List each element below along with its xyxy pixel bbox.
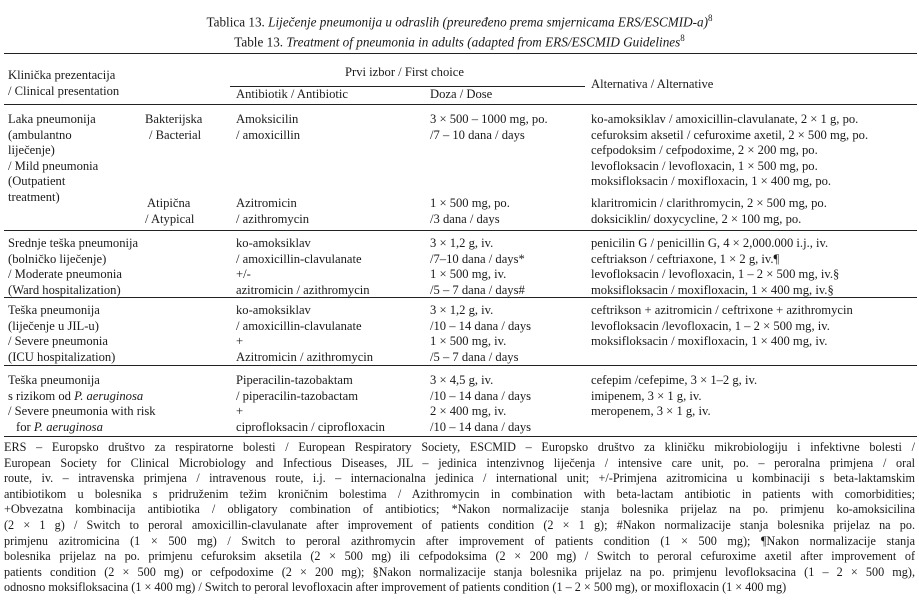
caption-croatian [0,10,919,30]
caption-english [0,30,919,50]
row-moderate-alternative [591,236,839,298]
cell-line: ko-amoksiklav [236,303,311,317]
cell-line: ceftriakson / ceftriaxone, 1 × 2 g, iv.¶ [591,251,780,266]
cell-fragment: s rizikom od [8,388,75,403]
footnote-line: primjenu azitromicina (1 × 500 mg) / Switch to peroral azithromycin after improvement of patients condition (1 × 500 mg); ¶Nakon normalizacije stanja [4,533,915,548]
cell-line: / Bacterial [149,127,202,142]
cell-line: doksiciklin/ doxycycline, 2 × 100 mg, po. [591,211,802,226]
table-footnotes [4,440,915,596]
cell-line: moksifloksacin / moxifloxacin, 1 × 400 mg, iv. [591,334,828,349]
row-pseudomonas-dose [430,373,531,435]
cell-line: + [236,404,244,419]
footnote-line: bolesnika prijelaz na po. primjenu cefuroksim aksetila (2 × 500 mg) ili cefpodoksima (2 × 200 mg) / Switch to peroral cefuroxime axetil after improvement of [4,549,915,564]
cell-line: moksifloksacin / moxifloxacin, 1 × 400 mg, po. [591,174,832,189]
row-pseudomonas-presentation [8,373,156,435]
cell-line: / amoxicillin [236,127,301,142]
cell-line: ciprofloksacin / ciprofloxacin [236,419,385,434]
cell-line: cefpodoksim / cefpodoxime, 2 × 200 mg, po. [591,143,818,158]
footnote-line: ERS – Europsko društvo za respiratorne bolesti / European Respiratory Society, ESCMID – Europsko društvo za kliničku mikrobiologiju i infektivne bolesti / [4,440,915,454]
cell-line: cefepim /cefepime, 3 × 1–2 g, iv. [591,373,758,387]
row-rule-1 [4,230,917,231]
footnote-line: odnosno moksifloksacina (1 × 400 mg) / Switch to peroral levofloxacin after improvement of patients condition (1 – 2 × 500 mg), or moxifloxacin (1 × 400 mg) [4,580,787,595]
row-mild-presentation [8,112,98,206]
table-top-rule [4,53,917,54]
cell-line: levofloksacin / levofloxacin, 1 × 500 mg, po. [591,158,818,173]
caption-croatian-italic: Liječenje pneumonija u odraslih (preuređeno prema smjernicama ERS/ESCMID-a) [268,14,709,30]
caption-croatian-prefix: Tablica 13. [206,14,269,30]
cell-line: /7 – 10 dana / days [430,127,525,142]
footnote-line: +Obvezatna kombinacija antibiotika / obligatory combination of antibiotics; *Nakon normalizacije stanja bolesnika prijelaz na po. primjenu ko-amoksicilina [4,502,915,517]
header-first-choice: Prvi izbor / First choice [345,65,464,79]
header-dose: Doza / Dose [430,87,493,101]
caption-english-prefix: Table 13. [234,34,287,50]
cell-line: /10 – 14 dana / days [430,419,532,434]
cell-line: Azitromicin / azithromycin [236,349,374,364]
cell-line: penicilin G / penicillin G, 4 × 2,000.000 i.j., iv. [591,236,829,250]
row-mild-atypical-alternative [591,196,827,227]
header-alternative: Alternativa / Alternative [591,77,714,91]
row-pseudomonas-antibiotic [236,373,385,435]
footnote-line: European Society for Clinical Microbiology and Infectious Diseases, JIL – jedinica intenzivnog liječenja / intensive care unit, po. – peroralna primjena / oral [4,455,915,470]
cell-line: / piperacilin-tazobactam [236,388,359,403]
cell-line: liječenje) [8,143,55,158]
cell-line: imipenem, 3 × 1 g, iv. [591,388,702,403]
header-presentation-line: Klinička prezentacija [8,68,116,82]
cell-line: (ICU hospitalization) [8,349,116,364]
cell-line: 3 × 1,2 g, iv. [430,236,494,250]
row-mild-bacterial-type [145,112,202,143]
cell-line: ko-amoksiklav [236,236,311,250]
cell-line: /7–10 dana / days* [430,251,525,266]
row-moderate-dose [430,236,525,298]
row-mild-atypical-type [145,196,194,227]
cell-line: /5 – 7 dana / days# [430,282,525,297]
cell-line: levofloksacin /levofloxacin, 1 – 2 × 500 mg, iv. [591,318,830,333]
row-mild-bacterial-alternative [591,112,868,190]
cell-line: (bolničko liječenje) [8,251,107,266]
cell-line: /10 – 14 dana / days [430,388,532,403]
row-moderate-antibiotic [236,236,370,298]
cell-fragment: for [16,419,34,434]
cell-line: / Severe pneumonia [8,334,109,349]
cell-line: / Moderate pneumonia [8,267,123,282]
cell-line: Bakterijska [145,112,203,126]
row-mild-atypical-antibiotic [236,196,309,227]
header-presentation [8,68,119,99]
cell-line: 3 × 500 – 1000 mg, po. [430,112,548,126]
cell-line: 2 × 400 mg, iv. [430,404,507,419]
row-pseudomonas-alternative [591,373,757,420]
cell-line: / Mild pneumonia [8,158,99,173]
cell-fragment-italic: P. aeruginosa [74,388,144,403]
cell-line: /5 – 7 dana / days [430,349,519,364]
cell-line: ko-amoksiklav / amoxicillin-clavulanate, 2 × 1 g, po. [591,112,859,126]
cell-line: (Outpatient [8,174,66,189]
cell-line [8,420,156,436]
cell-line: /3 dana / days [430,211,500,226]
cell-line: 3 × 4,5 g, iv. [430,373,494,387]
cell-line: ceftrikson + azitromicin / ceftrixone + azithromycin [591,303,853,317]
cell-fragment-italic: P. aeruginosa [33,419,103,434]
cell-line: (liječenje u JIL-u) [8,318,99,333]
cell-line: moksifloksacin / moxifloxacin, 1 × 400 mg, iv.§ [591,282,834,297]
cell-line: Teška pneumonija [8,373,100,387]
cell-line: azitromicin / azithromycin [236,282,370,297]
caption-croatian-ref: 8 [708,13,713,23]
footnote-line: patients condition (2 × 500 mg) or cefpodoxime (2 × 200 mg); §Nakon normalizacije stanja bolesnika prijelaz na po. primjenu levofloksacina (1 – 2 × 500 mg), [4,564,915,579]
cell-line: treatment) [8,189,60,204]
cell-line [8,389,156,405]
row-severe-antibiotic [236,303,373,365]
cell-line: + [236,334,244,349]
caption-english-italic: Treatment of pneumonia in adults (adapted from ERS/ESCMID Guidelines [286,34,681,50]
header-presentation-line: / Clinical presentation [8,83,120,98]
row-severe-dose [430,303,531,365]
row-mild-bacterial-dose [430,112,548,143]
row-moderate-presentation [8,236,138,298]
header-bottom-rule [4,104,917,105]
cell-line: klaritromicin / clarithromycin, 2 × 500 mg, po. [591,196,827,210]
cell-line: +/- [236,267,251,282]
cell-line: 1 × 500 mg, po. [430,196,510,210]
row-mild-atypical-dose [430,196,510,227]
row-mild-bacterial-antibiotic [236,112,300,143]
table-bottom-rule [4,436,917,437]
caption-english-ref: 8 [680,33,685,44]
cell-line: / amoxicillin-clavulanate [236,251,362,266]
cell-line: / Atypical [145,211,195,226]
cell-line: (Ward hospitalization) [8,282,121,297]
footnote-line: (2 × 1 g) / Switch to peroral amoxicillin-clavulanate after improvement of patients condition (2 × 1 g); #Nakon normalizacije stanja bolesnika prijelaz na po. [4,517,915,532]
footnote-line: antibiotikom u bolesnika s pridruženim težim kroničnim bolestima / Azithromycin in combination with beta-lactam antibiotic in patients with comorbidities; [4,486,915,501]
cell-line: 1 × 500 mg, iv. [430,267,507,282]
footnote-line: route, iv. – intravenska primjena / intravenous route, i.j. – internacionalna jedinica / international unit; +/-Primjena azitromicina u kombinaciji s beta-laktamskim [4,471,915,486]
row-severe-presentation [8,303,115,365]
cell-line: Atipična [147,196,191,210]
cell-line: Teška pneumonija [8,303,100,317]
table-caption [0,10,919,51]
cell-line: meropenem, 3 × 1 g, iv. [591,404,711,419]
cell-line: Laka pneumonija [8,112,96,126]
cell-line: Amoksicilin [236,112,299,126]
cell-line: 3 × 1,2 g, iv. [430,303,494,317]
cell-line: Srednje teška pneumonija [8,236,139,250]
cell-line: Piperacilin-tazobaktam [236,373,353,387]
cell-line: levofloksacin / levofloxacin, 1 – 2 × 500 mg, iv.§ [591,267,840,282]
cell-line: / Severe pneumonia with risk [8,404,156,419]
row-severe-alternative [591,303,853,350]
cell-line: Azitromicin [236,196,297,210]
header-antibiotic: Antibiotik / Antibiotic [236,87,348,101]
cell-line: (ambulantno [8,127,72,142]
cell-line: cefuroksim aksetil / cefuroxime axetil, 2 × 500 mg, po. [591,127,869,142]
cell-line: / azithromycin [236,211,310,226]
cell-line: / amoxicillin-clavulanate [236,318,362,333]
cell-line: 1 × 500 mg, iv. [430,334,507,349]
cell-line: /10 – 14 dana / days [430,318,532,333]
